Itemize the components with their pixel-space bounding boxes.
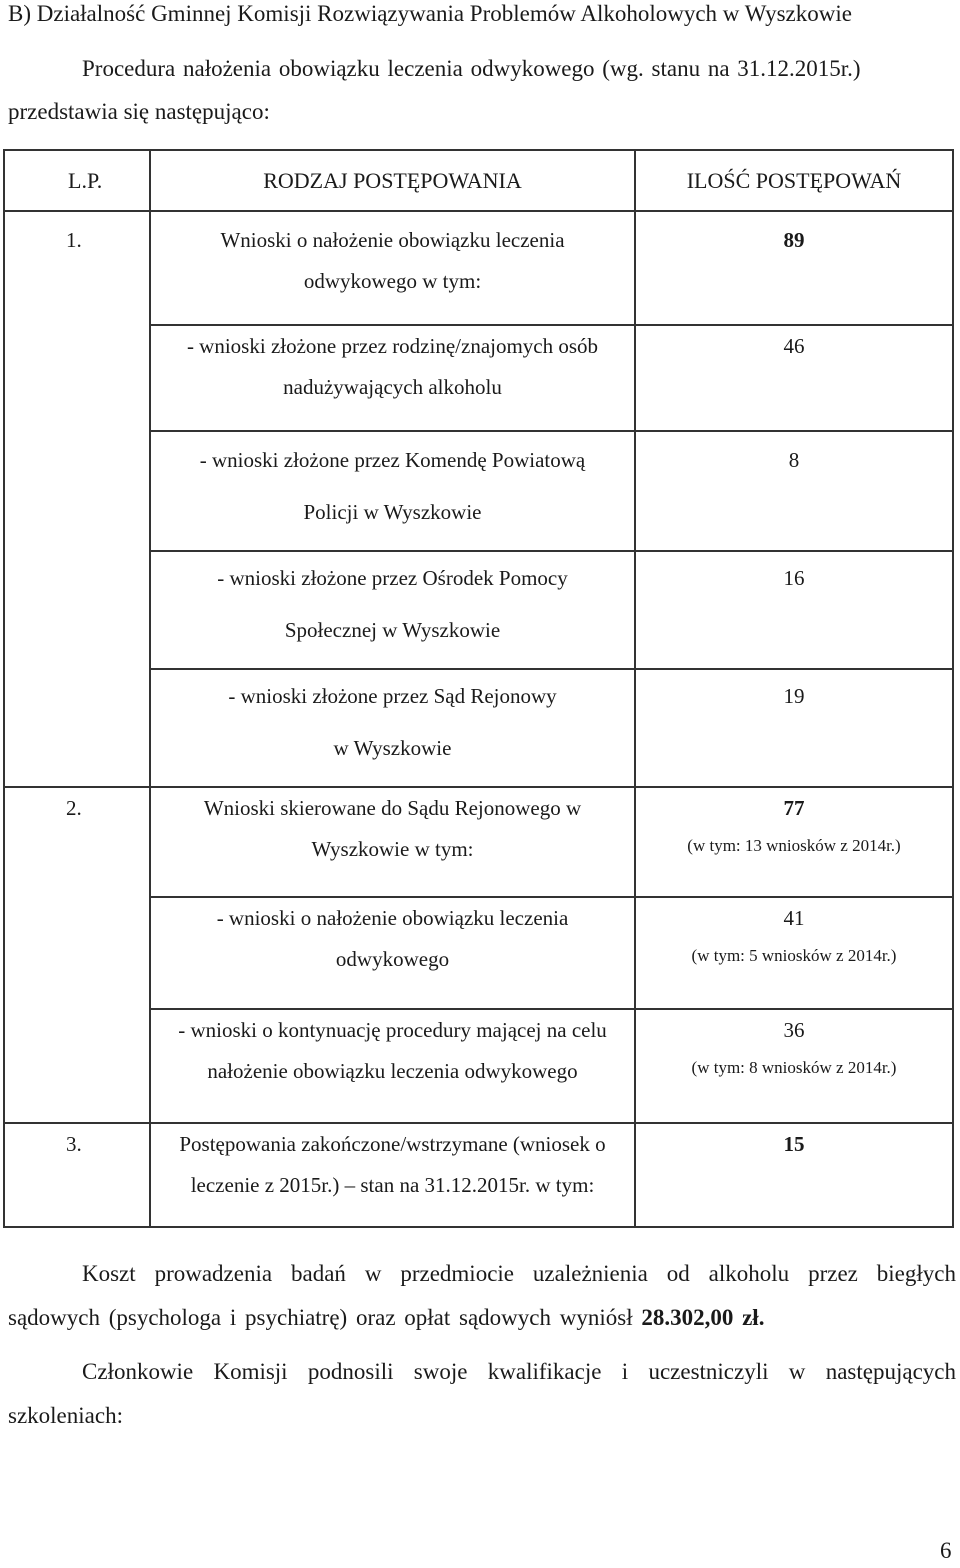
row-lp bbox=[4, 669, 150, 787]
cost-paragraph bbox=[8, 1252, 956, 1340]
row-value-cell bbox=[635, 787, 953, 897]
row-description bbox=[150, 1009, 635, 1123]
row-lp: 2. bbox=[4, 787, 150, 897]
row-description bbox=[150, 897, 635, 1009]
row-desc-line1: - wnioski złożone przez rodzinę/znajomych osób bbox=[186, 334, 599, 358]
row-desc-line1: Wnioski o nałożenie obowiązku leczenia bbox=[220, 228, 565, 252]
row-desc-line1: - wnioski złożone przez Komendę Powiatową bbox=[199, 448, 586, 472]
row-value-cell bbox=[635, 1009, 953, 1123]
row-desc-line2: nałożenie obowiązku leczenia odwykowego bbox=[207, 1059, 578, 1083]
row-value: 46 bbox=[635, 325, 953, 431]
row-desc-line1: Postępowania zakończone/wstrzymane (wniosek o bbox=[179, 1132, 606, 1156]
row-desc-line2: odwykowego w tym: bbox=[303, 269, 482, 293]
table-row bbox=[4, 1009, 953, 1123]
row-lp bbox=[4, 897, 150, 1009]
table-header-row bbox=[4, 150, 953, 211]
cost-amount: 28.302,00 zł. bbox=[641, 1305, 765, 1330]
table-row bbox=[4, 1123, 953, 1227]
row-lp bbox=[4, 325, 150, 431]
row-desc-line2: Policji w Wyszkowie bbox=[303, 500, 482, 524]
row-lp bbox=[4, 551, 150, 669]
row-value: 15 bbox=[635, 1123, 953, 1227]
table-row bbox=[4, 897, 953, 1009]
row-description bbox=[150, 1123, 635, 1227]
row-desc-line1: - wnioski o nałożenie obowiązku leczenia bbox=[216, 906, 569, 930]
row-desc-line1: - wnioski o kontynuację procedury mającej na celu bbox=[178, 1018, 607, 1042]
row-description bbox=[150, 669, 635, 787]
row-desc-line2: leczenie z 2015r.) – stan na 31.12.2015r. w tym: bbox=[190, 1173, 595, 1197]
row-lp: 1. bbox=[4, 211, 150, 325]
table-row bbox=[4, 669, 953, 787]
row-description bbox=[150, 325, 635, 431]
row-desc-line1: Wnioski skierowane do Sądu Rejonowego w bbox=[203, 796, 582, 820]
row-value: 41 bbox=[783, 906, 805, 930]
table-row bbox=[4, 551, 953, 669]
header-type: RODZAJ POSTĘPOWANIA bbox=[150, 150, 635, 211]
row-lp bbox=[4, 431, 150, 551]
row-desc-line2: odwykowego bbox=[335, 947, 450, 971]
table-row bbox=[4, 787, 953, 897]
row-desc-line2: w Wyszkowie bbox=[333, 736, 452, 760]
row-note: (w tym: 8 wniosków z 2014r.) bbox=[691, 1058, 897, 1077]
table-row bbox=[4, 431, 953, 551]
row-value: 16 bbox=[635, 551, 953, 669]
row-lp: 3. bbox=[4, 1123, 150, 1227]
row-desc-line2: Społecznej w Wyszkowie bbox=[284, 618, 501, 642]
section-heading: B) Działalność Gminnej Komisji Rozwiązywania Problemów Alkoholowych w Wyszkowie bbox=[8, 1, 852, 26]
row-value: 8 bbox=[635, 431, 953, 551]
row-value-cell bbox=[635, 897, 953, 1009]
row-lp bbox=[4, 1009, 150, 1123]
page-number: 6 bbox=[940, 1538, 952, 1563]
proceedings-table bbox=[3, 149, 954, 1228]
row-description bbox=[150, 551, 635, 669]
row-value: 89 bbox=[635, 211, 953, 325]
row-desc-line1: - wnioski złożone przez Sąd Rejonowy bbox=[228, 684, 557, 708]
training-text: Członkowie Komisji podnosili swoje kwalifikacje i uczestniczyli w następujących szkoleniach: bbox=[8, 1359, 956, 1428]
row-note: (w tym: 5 wniosków z 2014r.) bbox=[691, 946, 897, 965]
row-note: (w tym: 13 wniosków z 2014r.) bbox=[687, 836, 901, 855]
header-count: ILOŚĆ POSTĘPOWAŃ bbox=[635, 150, 953, 211]
table-row bbox=[4, 211, 953, 325]
table-row bbox=[4, 325, 953, 431]
cost-text: Koszt prowadzenia badań w przedmiocie uzależnienia od alkoholu przez biegłych sądowych (psychologa i psychiatrę) oraz opłat sądowych wyniósł bbox=[8, 1261, 956, 1330]
row-value: 77 bbox=[783, 796, 805, 820]
row-desc-line2: nadużywających alkoholu bbox=[283, 375, 502, 399]
intro-line-1: Procedura nałożenia obowiązku leczenia odwykowego (wg. stanu na 31.12.2015r.) bbox=[82, 56, 861, 81]
intro-line-2: przedstawia się następująco: bbox=[8, 99, 270, 124]
row-value: 19 bbox=[635, 669, 953, 787]
row-description bbox=[150, 211, 635, 325]
row-description bbox=[150, 431, 635, 551]
row-desc-line2: Wyszkowie w tym: bbox=[311, 837, 474, 861]
row-desc-line1: - wnioski złożone przez Ośrodek Pomocy bbox=[217, 566, 568, 590]
row-value: 36 bbox=[783, 1018, 805, 1042]
training-paragraph bbox=[8, 1350, 956, 1438]
header-lp: L.P. bbox=[4, 150, 150, 211]
row-description bbox=[150, 787, 635, 897]
